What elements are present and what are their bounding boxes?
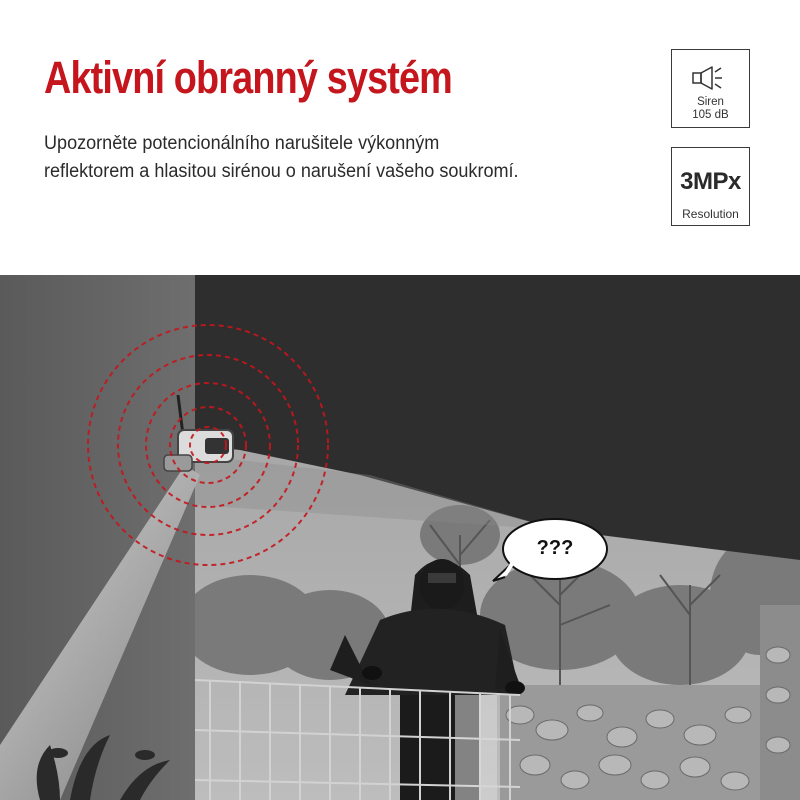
resolution-value: 3MPx (680, 168, 741, 195)
siren-value: 105 dB (692, 109, 729, 121)
scene-photo (0, 275, 800, 800)
siren-badge (671, 49, 750, 128)
description-line-1: Upozorněte potencionálního narušitele výkonným (44, 133, 440, 154)
description-line-2: reflektorem a hlasitou sirénou o narušení vašeho soukromí. (44, 161, 519, 182)
resolution-badge (671, 147, 750, 226)
headline: Aktivní obranný systém (44, 52, 452, 103)
resolution-label: Resolution (682, 207, 739, 221)
description (44, 130, 519, 186)
siren-icon (690, 64, 734, 90)
siren-label: Siren (697, 96, 724, 108)
speech-bubble-text: ??? (536, 537, 574, 559)
